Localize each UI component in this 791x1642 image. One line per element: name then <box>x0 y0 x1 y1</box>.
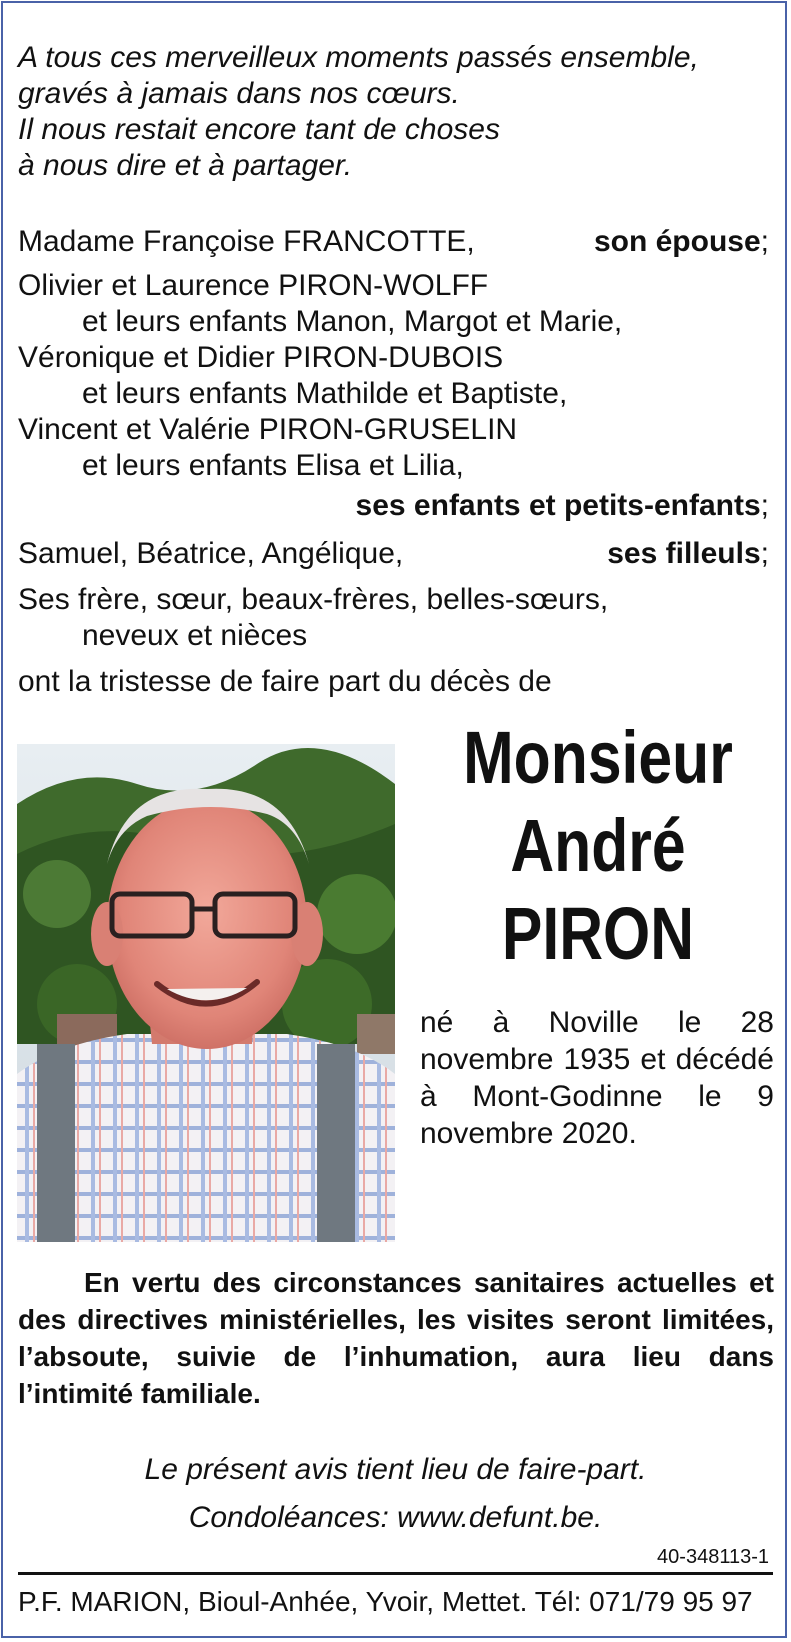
spouse-name: Madame Françoise FRANCOTTE, <box>18 225 475 258</box>
announcement: ont la tristesse de faire part du décès de <box>18 665 552 698</box>
poem-line-1: A tous ces merveilleux moments passés ensemble, <box>18 41 699 74</box>
portrait-photo <box>17 744 395 1242</box>
closing-line-2: Condoléances: www.defunt.be. <box>188 1501 603 1534</box>
reference-number: 40-348113-1 <box>657 1546 769 1568</box>
deceased-last-name: PIRON <box>501 892 695 975</box>
spouse-role: son épouse; <box>593 225 769 258</box>
birth-death-dates: né à Noville le 28 novembre 1935 et décédé à Mont-Godinne le 9 novembre 2020. <box>420 1006 774 1150</box>
child3-kids: et leurs enfants Elisa et Lilia, <box>82 449 464 482</box>
siblings-cont: neveux et nièces <box>82 619 308 652</box>
poem-line-2: gravés à jamais dans nos cœurs. <box>18 77 460 110</box>
poem-line-4: à nous dire et à partager. <box>18 149 353 182</box>
poem-line-3: Il nous restait encore tant de choses <box>18 113 500 146</box>
child1-kids: et leurs enfants Manon, Margot et Marie, <box>82 305 623 338</box>
children-role: ses enfants et petits-enfants; <box>355 489 769 522</box>
child1-name: Olivier et Laurence PIRON-WOLFF <box>18 269 489 302</box>
funeral-home-info: P.F. MARION, Bioul-Anhée, Yvoir, Mettet. Tél: 071/79 95 97 <box>18 1586 753 1617</box>
child2-kids: et leurs enfants Mathilde et Baptiste, <box>82 377 568 410</box>
child2-name: Véronique et Didier PIRON-DUBOIS <box>18 341 504 374</box>
godchildren-role: ses filleuls; <box>607 537 769 570</box>
child3-name: Vincent et Valérie PIRON-GRUSELIN <box>18 413 518 446</box>
siblings-line: Ses frère, sœur, beaux-frères, belles-sœurs, <box>18 583 609 616</box>
deceased-first-name: André <box>510 804 686 887</box>
deceased-title: Monsieur <box>463 716 733 799</box>
sanitary-notice: En vertu des circonstances sanitaires actuelles et des directives ministérielles, les visites seront limitées, l’absoute, suivie de l’inhumation, aura lieu dans l’intimité familiale. <box>18 1267 774 1409</box>
godchildren-names: Samuel, Béatrice, Angélique, <box>18 537 404 570</box>
closing-line-1: Le présent avis tient lieu de faire-part. <box>144 1453 647 1486</box>
footer-divider <box>18 1572 773 1575</box>
